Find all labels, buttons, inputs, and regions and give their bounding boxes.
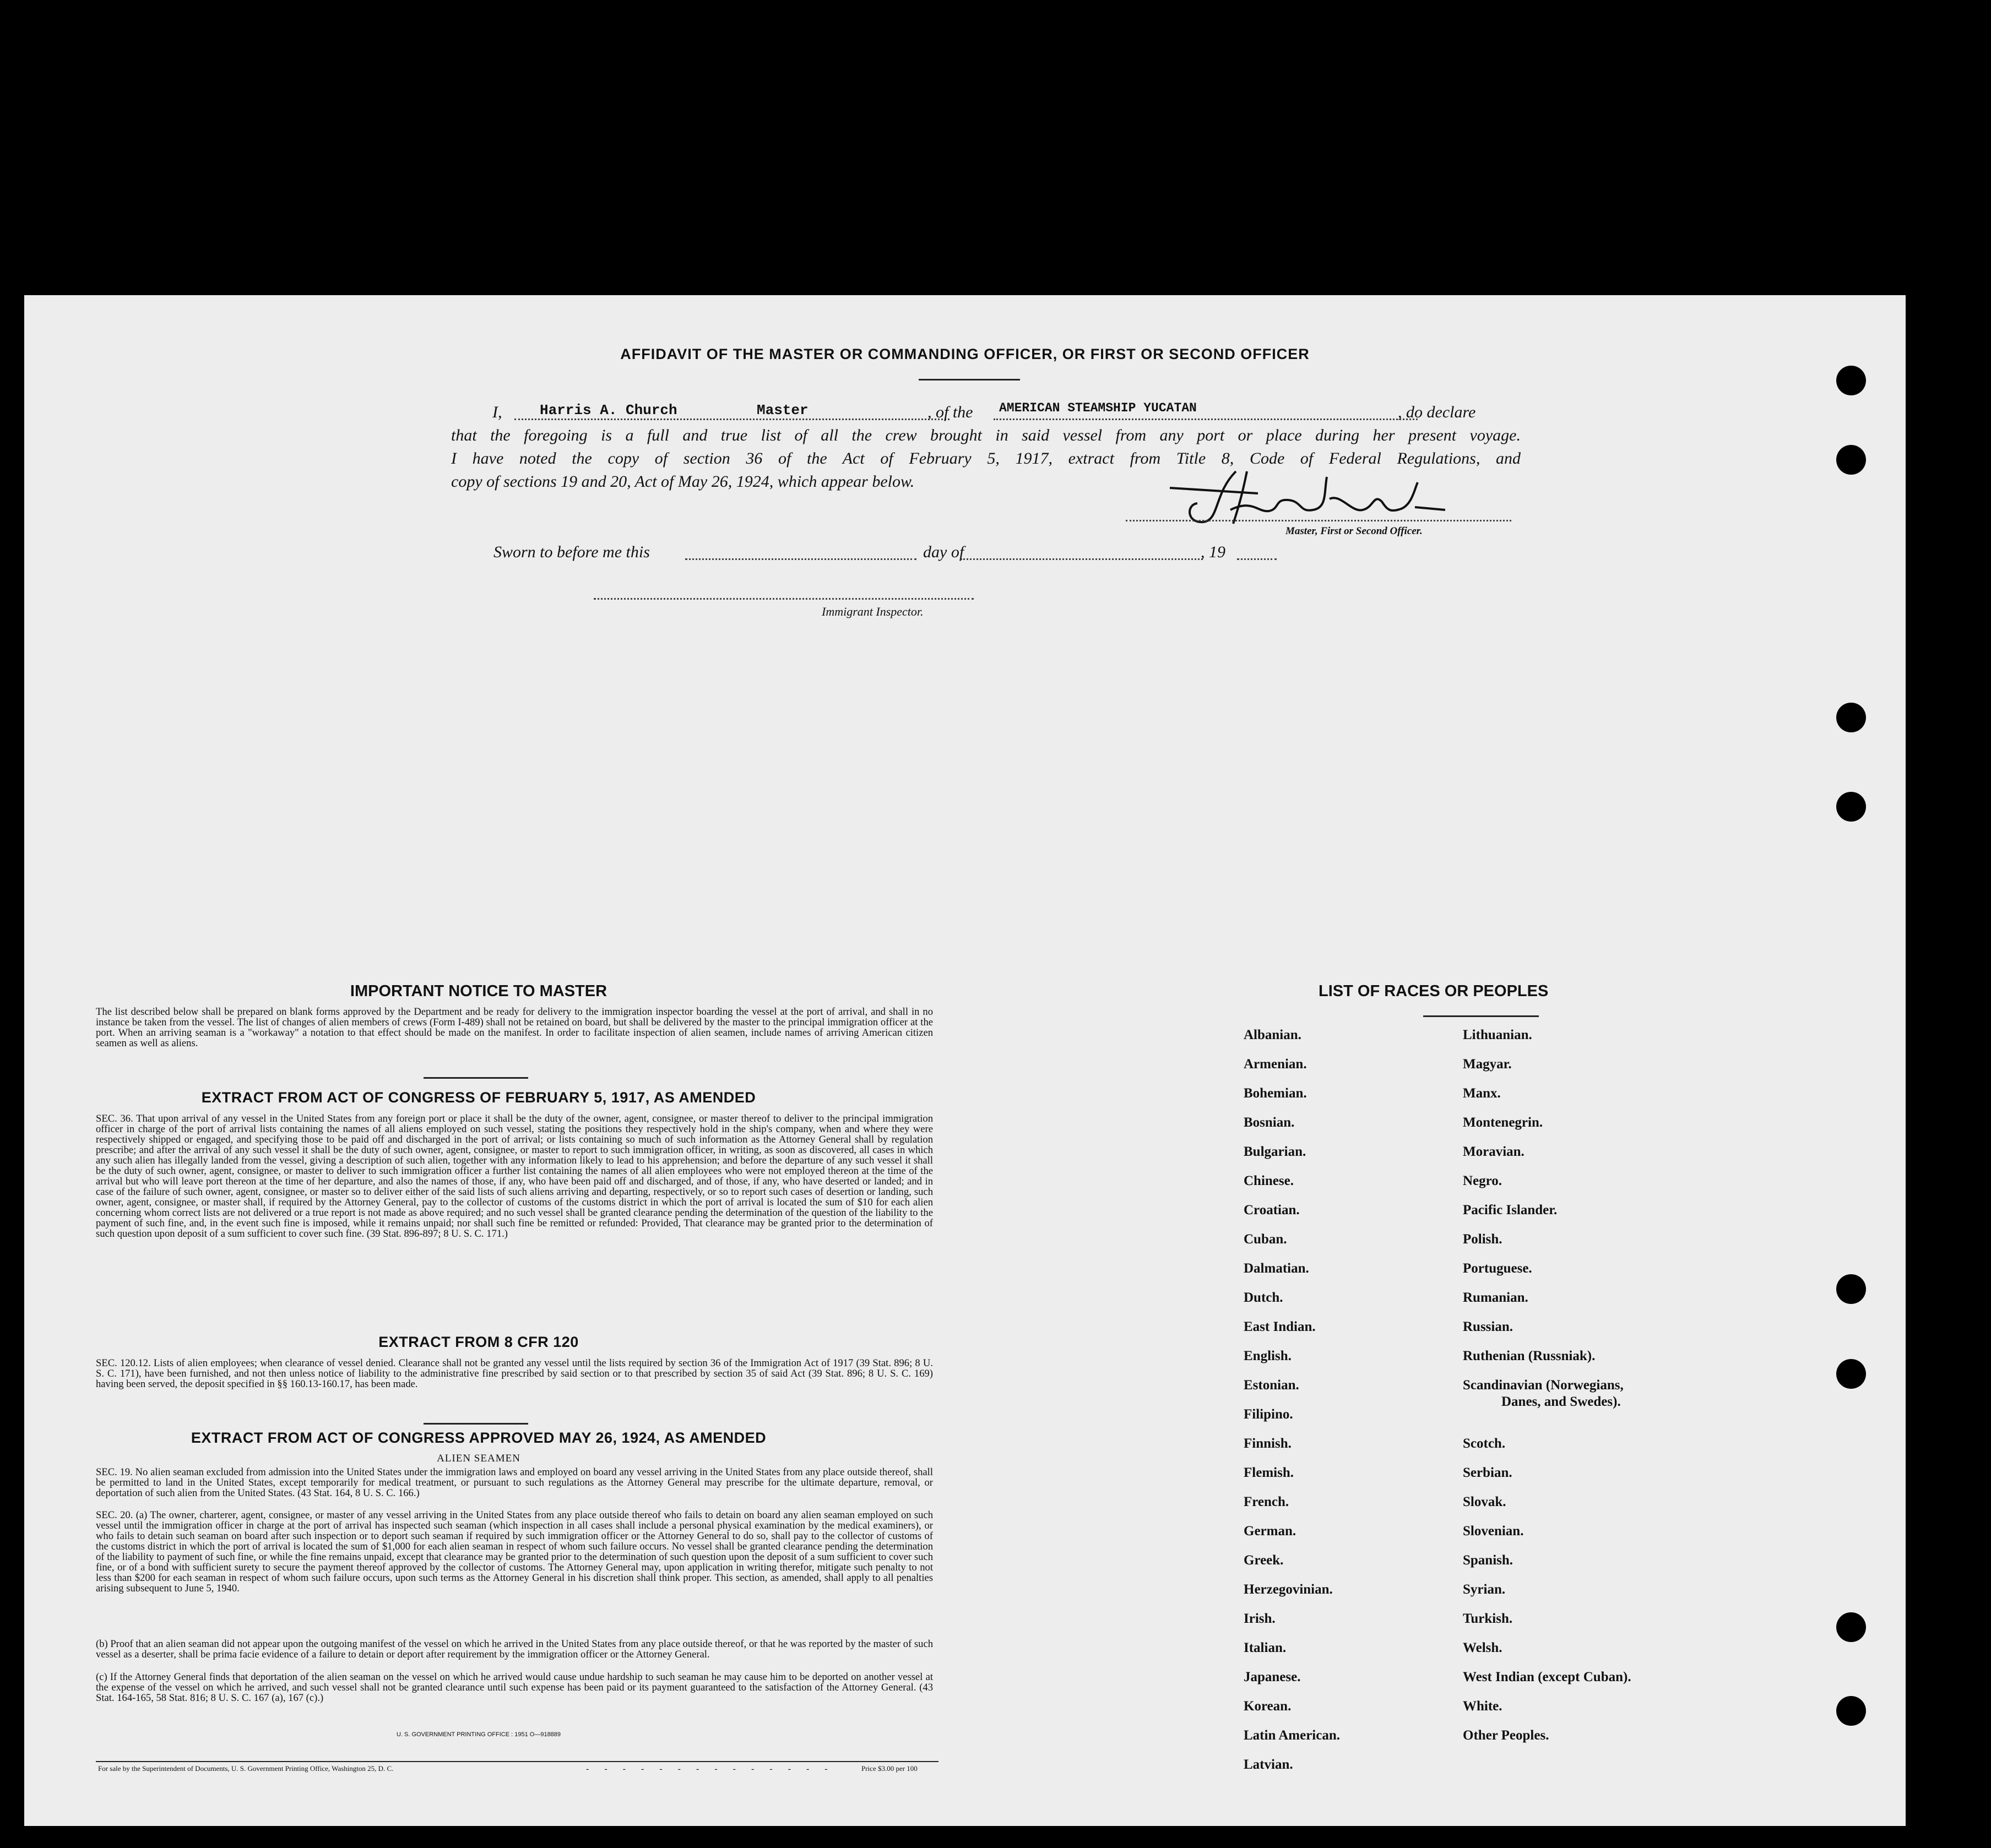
sworn-month-line	[961, 558, 1203, 560]
race-item: Armenian.	[1244, 1057, 1307, 1072]
year-line	[1237, 558, 1277, 560]
extract-1917-text: SEC. 36. That upon arrival of any vessel in the United States from any foreign port or place it shall be the duty of the owner, agent, consignee, or master thereof to deliver to the principal immigration officer in charge of the port of arrival lists containing the names of all aliens employed on such vessel, stating the positions they respectively hold in the ship's company, when and where they were respectively shipped or engaged, and specifying those to be paid off and discharged in the port of arrival; or lists containing so much of such information as the Attorney General shall by regulation prescribe; and after the arrival of any such vessel it shall be the duty of such owner, agent, consignee, or master to report to such immigration officer, in writing, as soon as discovered, all cases in which any such alien has illegally landed from the vessel, giving a description of such alien, together with any information likely to lead to his apprehension; and before the departure of any such vessel it shall be the duty of such owner, agent, consignee, or master to deliver to such immigration officer a further list containing the names of all alien employees who were not employed thereon at the time of the arrival but who will leave port thereon at the time of her departure, and also the names of those, if any, who have been paid off and discharged, and of those, if any, who have deserted or landed; and in case of the failure of such owner, agent, consignee, or master so to deliver either of the said lists of such aliens arriving and departing, respectively, or so to report such cases of desertion or landing, such owner, agent, consignee, or master shall, if required by the Attorney General, pay to the collector of customs of the customs district in which the port of arrival is located the sum of $10 for each alien concerning whom correct lists are not delivered or a true report is not made as above required; and no such vessel shall be granted clearance pending the determination of the question of the liability to the payment of such fine, and, in the event such fine is imposed, while it remains unpaid; nor shall such fine be remitted or refunded: Provided, That clearance may be granted prior to the determination of such question upon deposit of a sum sufficient to cover such fine. (39 Stat. 896-897; 8 U. S. C. 171.)	[96, 1113, 933, 1240]
race-item: East Indian.	[1244, 1319, 1316, 1334]
race-item: Magyar.	[1463, 1057, 1512, 1072]
signature-caption: Master, First or Second Officer.	[1285, 525, 1423, 537]
vessel-field-line	[994, 418, 1418, 420]
extract-1924-subtitle: ALIEN SEAMEN	[437, 1453, 520, 1464]
sworn-day-line	[685, 558, 916, 560]
extract-cfr-text: SEC. 120.12. Lists of alien employees; when clearance of vessel denied. Clearance shall not be granted any vessel until the lists required by section 36 of the Immigration Act of 1917 (39 Stat. 896; 8 U. S. C. 171), have been furnished, and not then unless notice of liability to the administrative fine prescribed by said section or to that prescribed by section 35 of said Act (39 Stat. 896; 8 U. S. C. 169) having been served, the deposit specified in §§ 160.13-160.17, has been made.	[96, 1357, 933, 1390]
master-field-line	[514, 418, 950, 420]
race-item: Slovenian.	[1463, 1524, 1524, 1539]
inspector-line	[594, 598, 974, 600]
race-item: Japanese.	[1244, 1670, 1301, 1684]
race-item: Russian.	[1463, 1319, 1513, 1334]
sec20c-text: (c) If the Attorney General finds that deportation of the alien seaman on the vessel on which he arrived would cause undue hardship to such seaman he may cause him to be deported on another vessel at the expense of the vessel on which he arrived, and such vessel shall not be granted clearance until such expense has been paid or its payment guaranteed to the satisfaction of the Attorney General. (43 Stat. 164-165, 58 Stat. 816; 8 U. S. C. 167 (a), 167 (c).)	[96, 1671, 933, 1704]
affidavit-line-3: I have noted the copy of section 36 of the Act of February 5, 1917, extract from Title 8, Code of Federal Regulations, and	[451, 449, 1521, 468]
race-item: Bulgarian.	[1244, 1144, 1306, 1159]
race-item: Finnish.	[1244, 1436, 1292, 1451]
punch-hole	[1836, 792, 1866, 822]
race-item: Serbian.	[1463, 1465, 1512, 1480]
affidavit-line-4: copy of sections 19 and 20, Act of May 26, 1924, which appear below.	[451, 472, 915, 491]
race-item: Portuguese.	[1463, 1261, 1532, 1276]
race-item: Rumanian.	[1463, 1290, 1528, 1305]
title-underline	[919, 379, 1020, 381]
sworn-text: Sworn to before me this	[493, 543, 650, 561]
inspector-caption: Immigrant Inspector.	[822, 605, 924, 618]
declare-text: , do declare	[1398, 403, 1476, 421]
footer-sale-text: For sale by the Superintendent of Documents, U. S. Government Printing Office, Washington 25, D. C.	[98, 1764, 394, 1773]
extract-1917-title: EXTRACT FROM ACT OF CONGRESS OF FEBRUARY 5, 1917, AS AMENDED	[201, 1089, 756, 1106]
extract-1924-title: EXTRACT FROM ACT OF CONGRESS APPROVED MAY 26, 1924, AS AMENDED	[191, 1430, 767, 1446]
race-item: Irish.	[1244, 1611, 1276, 1626]
footer-dots: - - - - - - - - - - - - - -	[586, 1764, 834, 1774]
race-item: Ruthenian (Russniak).	[1463, 1349, 1596, 1363]
footer-price: Price $3.00 per 100	[861, 1764, 918, 1773]
document-page	[24, 295, 1906, 1826]
race-item: Greek.	[1244, 1553, 1284, 1568]
race-item: Herzegovinian.	[1244, 1582, 1333, 1597]
race-item: Italian.	[1244, 1640, 1287, 1655]
sec20b-text: (b) Proof that an alien seaman did not appear upon the outgoing manifest of the vessel on which he arrived in the United States from any place outside thereof, or that he was reported by the master of such vessel as a deserter, shall be prima facie evidence of a failure to detain or deport after requirement by the immigration officer or the Attorney General.	[96, 1638, 933, 1660]
punch-hole	[1836, 1274, 1866, 1304]
race-item: Latin American.	[1244, 1728, 1340, 1743]
punch-hole	[1836, 445, 1866, 475]
affidavit-pronoun: I,	[492, 403, 502, 421]
race-item: Cuban.	[1244, 1232, 1287, 1247]
year-text: , 19	[1201, 543, 1225, 561]
race-item: Danes, and Swedes).	[1501, 1394, 1621, 1409]
race-item: Other Peoples.	[1463, 1728, 1549, 1743]
race-item: Filipino.	[1244, 1407, 1293, 1422]
sec20a-text: SEC. 20. (a) The owner, charterer, agent, consignee, or master of any vessel arriving in the United States from any place outside thereof who fails to detain on board any alien seaman employed on such vessel until the immigration officer in charge at the port of arrival has inspected such seaman (which inspection in all cases shall include a personal physical examination by the medical examiners), or who fails to detain such seaman on board after such inspection or to deport such seaman if required by such immigration officer or the Attorney General to do so, shall pay to the collector of customs of the customs district in which the port of arrival is located the sum of $1,000 for each alien seaman in respect of whom such failure occurs. No vessel shall be granted clearance pending the determination of the liability to payment of such fine, or while the fine remains unpaid, except that clearance may be granted prior to the determination of such question upon the deposit of a sum sufficient to cover such fine, or of a bond with sufficient surety to secure the payment thereof approved by the collector of customs. The Attorney General may, upon application in writing therefor, mitigate such penalty to not less than $200 for each seaman in respect of whom such failure occurs, upon such terms as the Attorney General in his discretion shall think proper. This section, as amended, shall apply to all penalties arising subsequent to June 5, 1940.	[96, 1509, 933, 1594]
race-item: Flemish.	[1244, 1465, 1294, 1480]
race-item: Moravian.	[1463, 1144, 1525, 1159]
race-item: Pacific Islander.	[1463, 1203, 1558, 1217]
race-item: Syrian.	[1463, 1582, 1506, 1597]
race-item: Estonian.	[1244, 1378, 1299, 1393]
vessel-name: AMERICAN STEAMSHIP YUCATAN	[999, 401, 1197, 415]
notice-title: IMPORTANT NOTICE TO MASTER	[350, 982, 607, 1000]
punch-hole	[1836, 703, 1866, 732]
affidavit-title: AFFIDAVIT OF THE MASTER OR COMMANDING OFFICER, OR FIRST OR SECOND OFFICER	[620, 346, 1310, 362]
race-item: Korean.	[1244, 1699, 1292, 1714]
race-item: Scandinavian (Norwegians,	[1463, 1378, 1624, 1393]
race-item: Latvian.	[1244, 1757, 1293, 1772]
race-item: Dutch.	[1244, 1290, 1283, 1305]
master-name: Harris A. Church	[540, 402, 677, 418]
race-item: English.	[1244, 1349, 1292, 1363]
race-item: German.	[1244, 1524, 1296, 1539]
notice-text: The list described below shall be prepared on blank forms approved by the Department and be ready for delivery to the immigration inspector boarding the vessel at the port of arrival, and shall in no instance be taken from the vessel. The list of changes of alien members of crews (Form I-489) shall not be retained on board, but shall be delivered by the master to the principal immigration officer at the port. When an arriving seaman is a "workaway" a notation to that effect should be made on the manifest. In order to facilitate inspection of alien seamen, include names of arriving American citizen seamen as well as aliens.	[96, 1006, 933, 1049]
affidavit-line-2: that the foregoing is a full and true list of all the crew brought in said vessel from any port or place during her present voyage.	[451, 426, 1521, 444]
punch-hole	[1836, 366, 1866, 395]
races-left-column	[1244, 1028, 1340, 1786]
race-item: Bohemian.	[1244, 1086, 1307, 1101]
extract-cfr-title: EXTRACT FROM 8 CFR 120	[378, 1334, 579, 1350]
race-item: West Indian (except Cuban).	[1463, 1670, 1631, 1684]
races-divider	[1423, 1015, 1539, 1017]
cfr-divider	[424, 1423, 528, 1425]
punch-hole	[1836, 1612, 1866, 1642]
printer-line: U. S. GOVERNMENT PRINTING OFFICE : 1951 O—918889	[396, 1731, 561, 1738]
race-item: Spanish.	[1463, 1553, 1513, 1568]
races-right-column	[1463, 1028, 1631, 1757]
race-item: French.	[1244, 1494, 1289, 1509]
race-item: Dalmatian.	[1244, 1261, 1309, 1276]
signature-line	[1126, 520, 1511, 521]
punch-hole	[1836, 1696, 1866, 1726]
race-item: White.	[1463, 1699, 1502, 1714]
race-item: Lithuanian.	[1463, 1028, 1532, 1042]
notice-divider	[424, 1077, 528, 1079]
race-item: Turkish.	[1463, 1611, 1513, 1626]
race-item: Welsh.	[1463, 1640, 1502, 1655]
race-item: Bosnian.	[1244, 1115, 1295, 1130]
footer-rule	[96, 1761, 938, 1762]
punch-hole	[1836, 1359, 1866, 1389]
of-the-text: , of the	[927, 403, 973, 421]
race-item: Croatian.	[1244, 1203, 1300, 1217]
race-item: Chinese.	[1244, 1173, 1294, 1188]
races-title: LIST OF RACES OR PEOPLES	[1319, 982, 1549, 1000]
master-rank: Master	[757, 402, 809, 418]
race-item: Slovak.	[1463, 1494, 1506, 1509]
sec19-text: SEC. 19. No alien seaman excluded from admission into the United States under the immigration laws and employed on board any vessel arriving in the United States from any place outside thereof, shall be permitted to land in the United States, except temporarily for medical treatment, or pursuant to such regulations as the Attorney General may prescribe for the ultimate departure, removal, or deportation of such alien from the United States. (43 Stat. 164, 8 U. S. C. 166.)	[96, 1466, 933, 1499]
day-of-text: day of	[923, 543, 964, 561]
race-item: Albanian.	[1244, 1028, 1301, 1042]
race-item: Montenegrin.	[1463, 1115, 1543, 1130]
race-item: Manx.	[1463, 1086, 1501, 1101]
race-item: Polish.	[1463, 1232, 1502, 1247]
race-item: Negro.	[1463, 1173, 1502, 1188]
race-item: Scotch.	[1463, 1436, 1506, 1451]
